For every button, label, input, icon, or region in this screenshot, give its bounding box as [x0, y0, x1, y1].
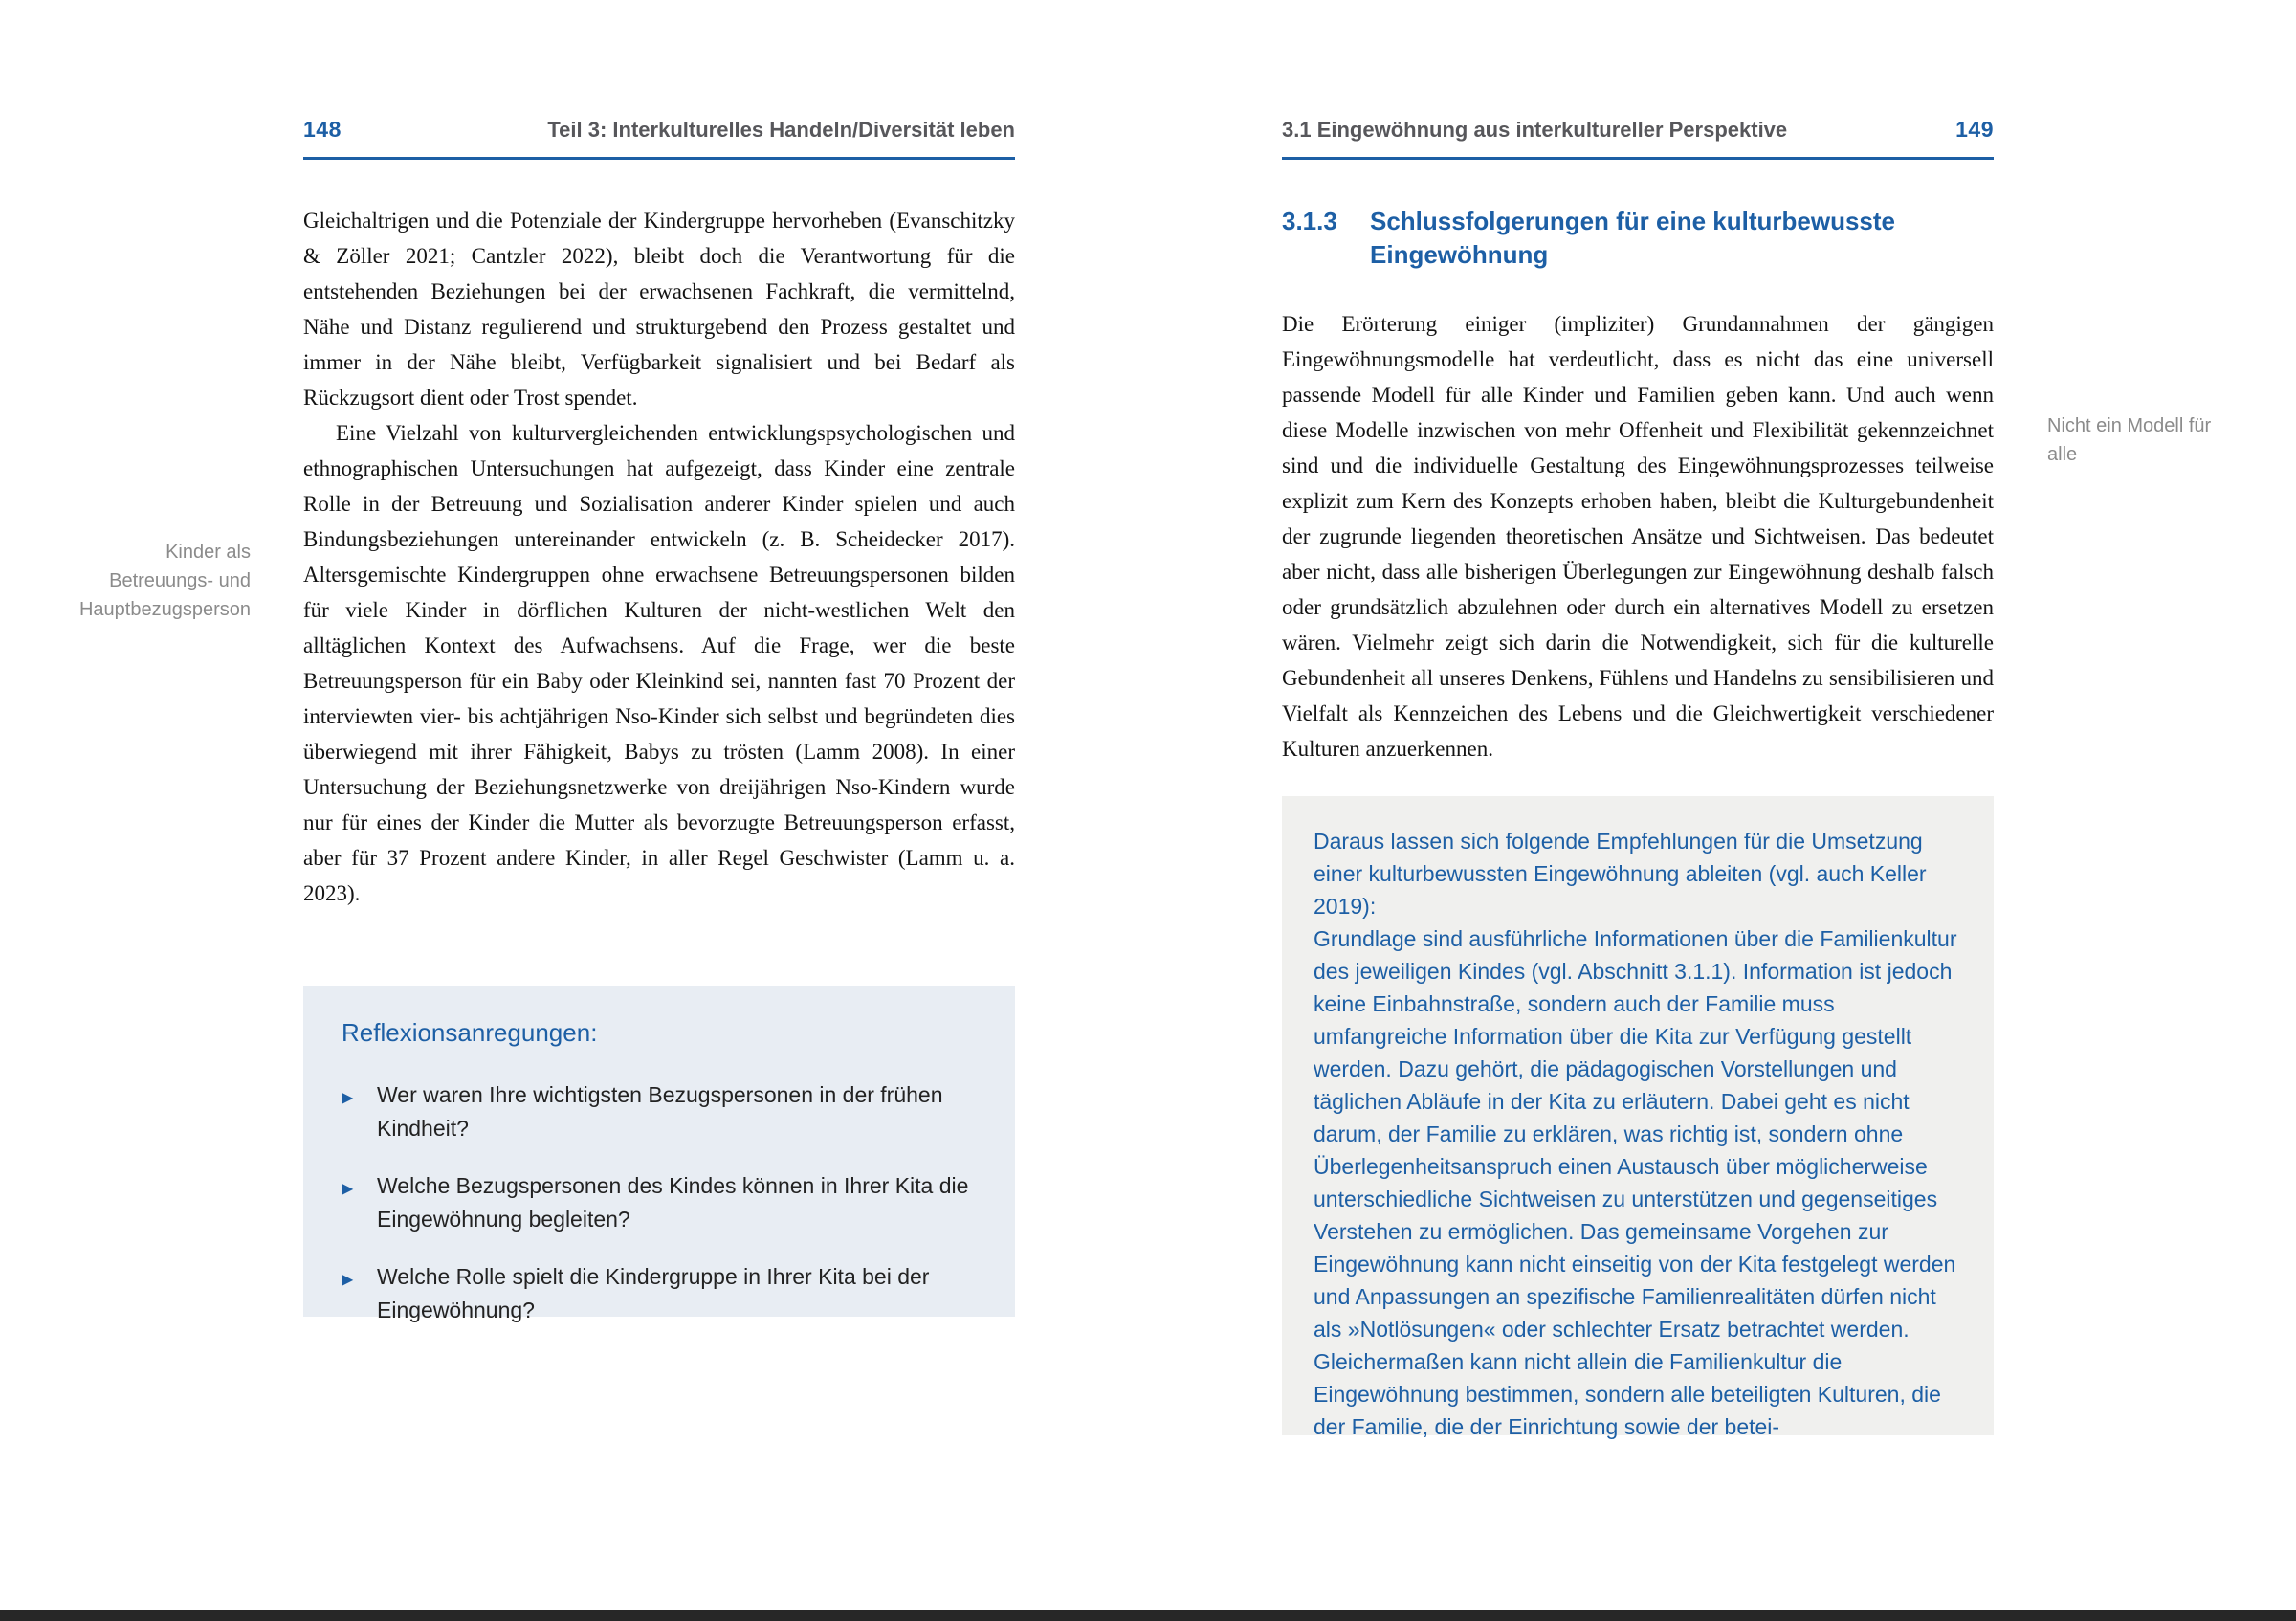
reflection-list-item — [342, 1078, 977, 1145]
margin-note-right: Nicht ein Modell für alle — [2047, 415, 2212, 465]
page-number-right: 149 — [1955, 117, 1994, 142]
paragraph: Eine Vielzahl von kulturvergleichenden entwicklungspsychologischen und ethnographischen Untersuchungen hat aufgezeigt, dass Kinder eine zentrale Rolle in der Betreuung und Sozialisation anderer Kinder spielen und auch Bindungsbeziehungen untereinander entwickeln (z. B. Scheidecker 2017). Altersgemischte Kindergruppen ohne erwachsene Betreuungspersonen bilden für viele Kinder in dörflichen Kulturen der nicht-westlichen Welt den alltäglichen Kontext des Aufwachsens. Auf die Frage, wer die beste Betreuungsperson für ein Baby oder Kleinkind sei, nannten fast 70 Prozent der interviewten vier- bis achtjährigen Nso-Kinder sich selbst und begründeten dies überwiegend mit ihrer Fähigkeit, Babys zu trösten (Lamm 2008). In einer Untersuchung der Beziehungsnetzwerke von dreijährigen Nso-Kindern wurde nur für eines der Kinder die Mutter als bevorzugte Betreuungsperson erfasst, aber für 37 Prozent andere Kinder, in aller Regel Geschwister (Lamm u. a. 2023). — [303, 421, 1015, 905]
running-header-left — [303, 117, 1015, 143]
running-head-text-left: Teil 3: Interkulturelles Handeln/Diversität leben — [547, 118, 1015, 142]
section-heading — [1282, 205, 1994, 272]
section-number: 3.1.3 — [1282, 207, 1337, 235]
bullet-triangle-icon: ▶ — [342, 1090, 354, 1107]
reflection-list-item — [342, 1260, 977, 1327]
reflection-list — [342, 1078, 977, 1327]
bullet-triangle-icon: ▶ — [342, 1272, 354, 1289]
reflection-list-item — [342, 1169, 977, 1236]
page-number-left: 148 — [303, 117, 342, 142]
paragraph: Gleichaltrigen und die Potenziale der Kindergruppe hervorheben (Evanschitzky & Zöller 2021; Cantzler 2022), bleibt doch die Verantwortung für die entstehenden Beziehungen bei der erwachsenen Fachkraft, die vermittelnd, Nähe und Distanz regulierend und strukturgebend den Prozess gestaltet und immer in der Nähe bleibt, Verfügbarkeit signalisiert und bei Bedarf als Rückzugsort dient oder Trost spendet. — [303, 209, 1015, 410]
reflection-box-title: Reflexionsanregungen: — [342, 1018, 598, 1047]
viewer-bottom-bar — [0, 1610, 2296, 1621]
recommendation-paragraph: Daraus lassen sich folgende Empfehlungen für die Umsetzung einer kulturbewussten Eingewöhnung ableiten (vgl. auch Keller 2019): — [1314, 829, 1927, 919]
header-rule-left — [303, 157, 1015, 160]
recommendation-box — [1282, 796, 1994, 1439]
running-header-right — [1282, 117, 1994, 143]
recommendation-paragraph: Grundlage sind ausführliche Informationen über die Familienkultur des jeweiligen Kindes (vgl. Abschnitt 3.1.1). Information ist jedoch keine Einbahnstraße, sondern auch der Familie muss umfangreiche Information über die Kita zur Verfügung gestellt werden. Dazu gehört, die pädagogischen Vorstellungen und täglichen Abläufe in der Kita zu erläutern. Dabei geht es nicht darum, der Familie zu erklären, was richtig ist, sondern ohne Überlegenheitsanspruch einen Austausch über möglicherweise unterschiedliche Sichtweisen zu unterstützen und gegenseitiges Verstehen zu ermöglichen. Das gemeinsame Vorgehen zur Eingewöhnung kann nicht einseitig von der Kita festgelegt werden und Anpassungen an spezifische Familienrealitäten dürfen nicht als »Notlösungen« oder schlechter Ersatz betrachtet werden. Gleichermaßen kann nicht allein die Familienkultur die Eingewöhnung bestimmen, sondern alle beteiligten Kulturen, die der Familie, die der Einrichtung sowie der betei- — [1314, 926, 1957, 1439]
margin-note-left: Kinder als Betreuungs- und Hauptbezugsperson — [78, 542, 251, 620]
reflection-item-text: Wer waren Ihre wichtigsten Bezugspersonen in der frühen Kindheit? — [377, 1082, 943, 1142]
paragraph: Die Erörterung einiger (impliziter) Grundannahmen der gängigen Eingewöhnungsmodelle hat verdeutlicht, dass es nicht das eine universell passende Modell für alle Kinder und Familien geben kann. Und auch wenn diese Modelle inzwischen von mehr Offenheit und Flexibilität gekennzeichnet sind und die individuelle Gestaltung des Eingewöhnungsprozesses teilweise explizit zum Kern des Konzepts erhoben haben, bleibt die Kulturgebundenheit der zugrunde liegenden theoretischen Ansätze und Sichtweisen. Das bedeutet aber nicht, dass alle bisherigen Überlegungen zur Eingewöhnung deshalb falsch oder grundsätzlich abzulehnen oder durch ein alternatives Modell zu ersetzen wären. Vielmehr zeigt sich darin die Notwendigkeit, sich für die kulturelle Gebundenheit all unseres Denkens, Fühlens und Handelns zu sensibilisieren und Vielfalt als Kennzeichen des Lebens und die Gleichwertigkeit verschiedener Kulturen anzuerkennen. — [1282, 312, 1994, 761]
reflection-box — [303, 986, 1015, 1323]
reflection-item-text: Welche Rolle spielt die Kindergruppe in Ihrer Kita bei der Eingewöhnung? — [377, 1264, 930, 1323]
header-rule-right — [1282, 157, 1994, 160]
reflection-item-text: Welche Bezugspersonen des Kindes können in Ihrer Kita die Eingewöhnung begleiten? — [377, 1173, 969, 1232]
bullet-triangle-icon: ▶ — [342, 1181, 354, 1198]
body-text-right — [1282, 306, 1994, 766]
running-head-text-right: 3.1 Eingewöhnung aus interkultureller Perspektive — [1282, 118, 1788, 142]
body-text-left — [303, 203, 1015, 911]
section-title: Schlussfolgerungen für eine kulturbewusste Eingewöhnung — [1370, 207, 1895, 269]
